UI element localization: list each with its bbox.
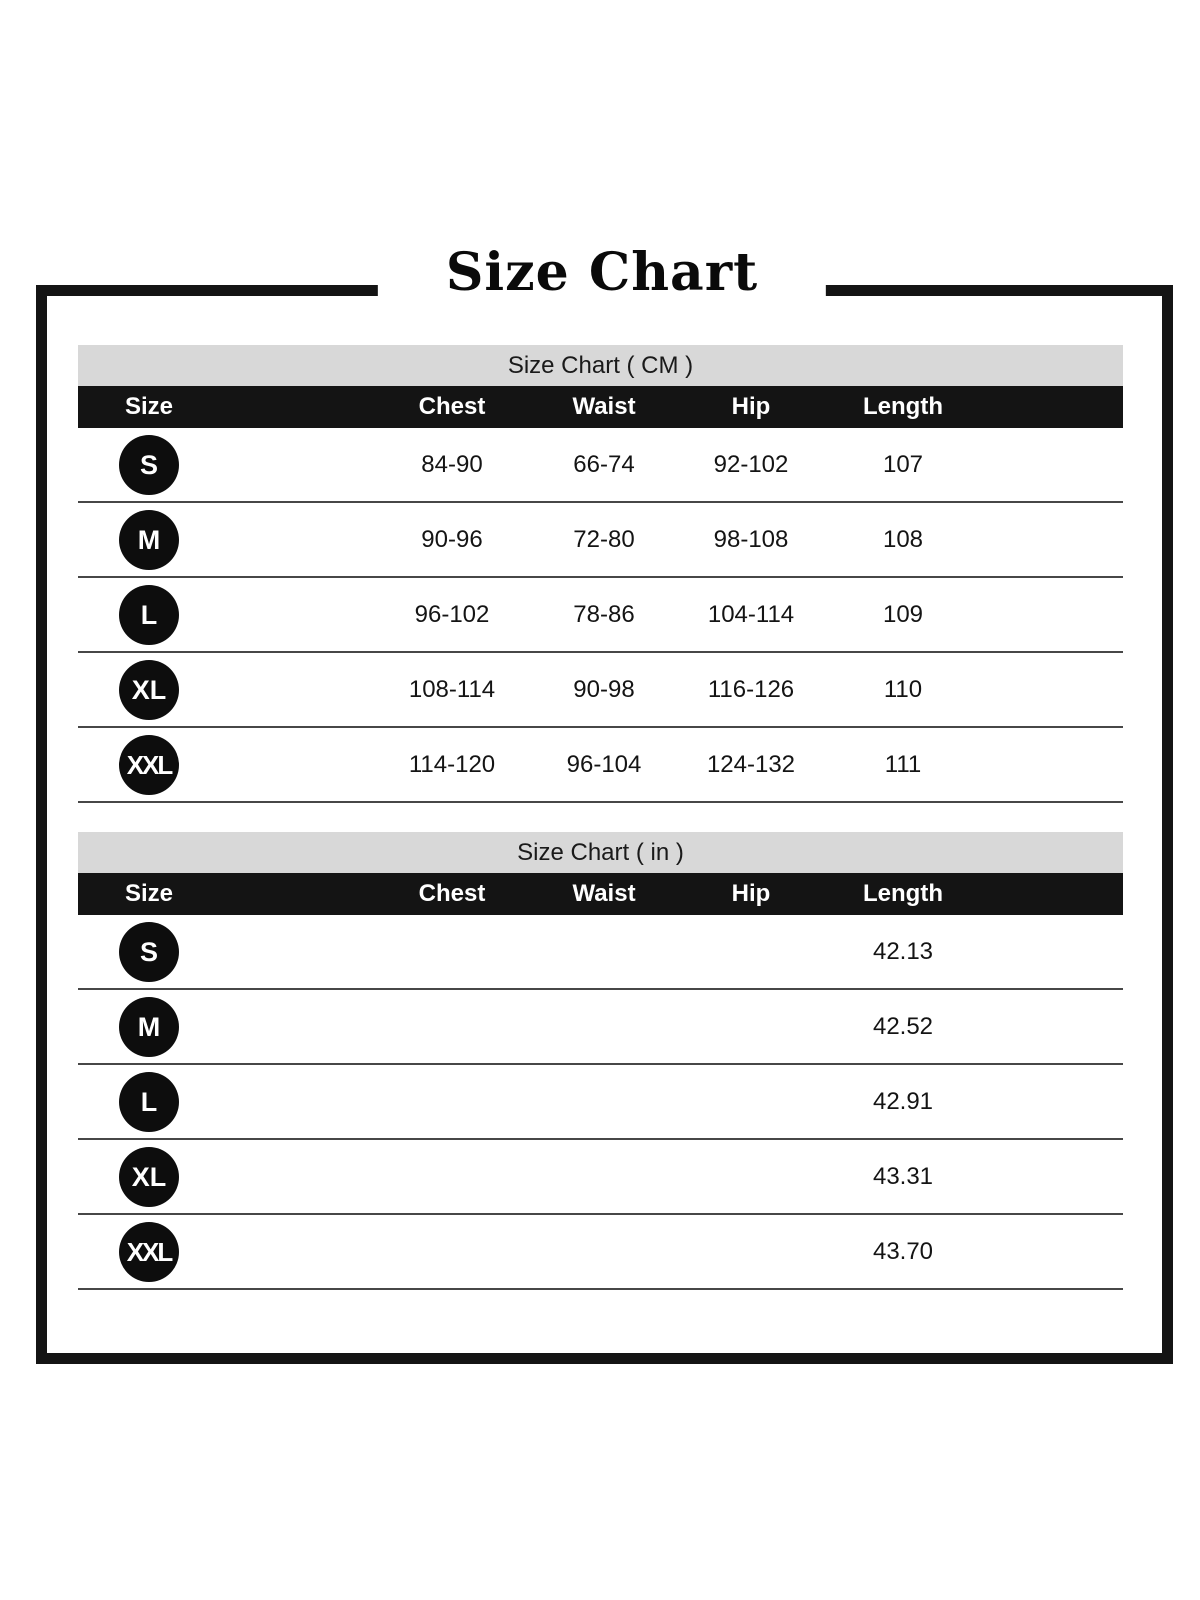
size-badge: L xyxy=(119,585,179,645)
chest-cell: 114-120 xyxy=(408,751,496,778)
size-cell xyxy=(78,1215,220,1290)
size-cell xyxy=(78,653,220,728)
waist-cell xyxy=(529,915,679,990)
length-cell: 110 xyxy=(883,676,923,703)
size-badge: XL xyxy=(119,1147,179,1207)
waist-cell xyxy=(529,990,679,1065)
col-header-chest: Chest xyxy=(418,393,486,420)
length-cell: 111 xyxy=(884,751,922,778)
hip-cell xyxy=(676,990,826,1065)
length-cell: 42.52 xyxy=(872,1013,934,1040)
chest-cell xyxy=(377,1065,527,1140)
waist-cell: 90-98 xyxy=(573,676,635,703)
length-cell: 42.91 xyxy=(872,1088,934,1115)
table-row xyxy=(78,728,1123,803)
size-cell xyxy=(78,578,220,653)
hip-cell: 116-126 xyxy=(707,676,795,703)
size-badge: XL xyxy=(119,660,179,720)
col-header-waist: Waist xyxy=(572,880,636,907)
waist-cell xyxy=(529,1065,679,1140)
hip-cell xyxy=(676,1215,826,1290)
col-header-length: Length xyxy=(863,880,943,907)
hip-cell xyxy=(676,1065,826,1140)
size-badge: M xyxy=(119,510,179,570)
length-cell: 108 xyxy=(882,526,924,553)
hip-cell: 104-114 xyxy=(707,601,795,628)
col-header-hip: Hip xyxy=(731,393,771,420)
size-cell xyxy=(78,915,220,990)
length-cell: 42.13 xyxy=(872,938,934,965)
chest-cell xyxy=(377,915,527,990)
size-cell xyxy=(78,1140,220,1215)
col-header-size: Size xyxy=(124,393,174,420)
waist-cell: 66-74 xyxy=(573,451,635,478)
size-badge: L xyxy=(119,1072,179,1132)
length-cell: 109 xyxy=(882,601,924,628)
size-cell xyxy=(78,990,220,1065)
col-header-size: Size xyxy=(124,880,174,907)
size-cell xyxy=(78,1065,220,1140)
chest-cell: 90-96 xyxy=(421,526,483,553)
waist-cell xyxy=(529,1140,679,1215)
table-title-in: Size Chart ( in ) xyxy=(78,832,1123,873)
header-row-in xyxy=(78,873,1123,915)
table-row xyxy=(78,578,1123,653)
length-cell: 107 xyxy=(882,451,924,478)
chest-cell xyxy=(377,1215,527,1290)
table-row xyxy=(78,990,1123,1065)
size-cell xyxy=(78,503,220,578)
table-title-cm: Size Chart ( CM ) xyxy=(78,345,1123,386)
chest-cell xyxy=(377,990,527,1065)
col-header-hip: Hip xyxy=(731,880,771,907)
size-badge: XXL xyxy=(119,735,179,795)
hip-cell: 98-108 xyxy=(713,526,789,553)
size-cell xyxy=(78,728,220,803)
size-badge: XXL xyxy=(119,1222,179,1282)
chest-cell xyxy=(377,1140,527,1215)
col-header-length: Length xyxy=(863,393,943,420)
chest-cell: 96-102 xyxy=(414,601,490,628)
size-table-in xyxy=(78,832,1123,1290)
length-cell: 43.70 xyxy=(872,1238,934,1265)
waist-cell: 72-80 xyxy=(573,526,635,553)
col-header-chest: Chest xyxy=(418,880,486,907)
table-row xyxy=(78,503,1123,578)
size-cell xyxy=(78,428,220,503)
length-cell: 43.31 xyxy=(872,1163,934,1190)
size-badge: S xyxy=(119,922,179,982)
page-title: Size Chart xyxy=(378,240,826,306)
hip-cell xyxy=(676,1140,826,1215)
waist-cell xyxy=(529,1215,679,1290)
hip-cell: 124-132 xyxy=(706,751,796,778)
table-row xyxy=(78,428,1123,503)
table-row xyxy=(78,1065,1123,1140)
col-header-waist: Waist xyxy=(572,393,636,420)
waist-cell: 78-86 xyxy=(573,601,635,628)
hip-cell: 92-102 xyxy=(713,451,789,478)
size-badge: M xyxy=(119,997,179,1057)
hip-cell xyxy=(676,915,826,990)
table-row xyxy=(78,1215,1123,1290)
waist-cell: 96-104 xyxy=(566,751,642,778)
table-row xyxy=(78,1140,1123,1215)
chest-cell: 84-90 xyxy=(421,451,483,478)
size-table-cm xyxy=(78,345,1123,803)
size-badge: S xyxy=(119,435,179,495)
table-row xyxy=(78,653,1123,728)
table-row xyxy=(78,915,1123,990)
chest-cell: 108-114 xyxy=(408,676,496,703)
header-row-cm xyxy=(78,386,1123,428)
